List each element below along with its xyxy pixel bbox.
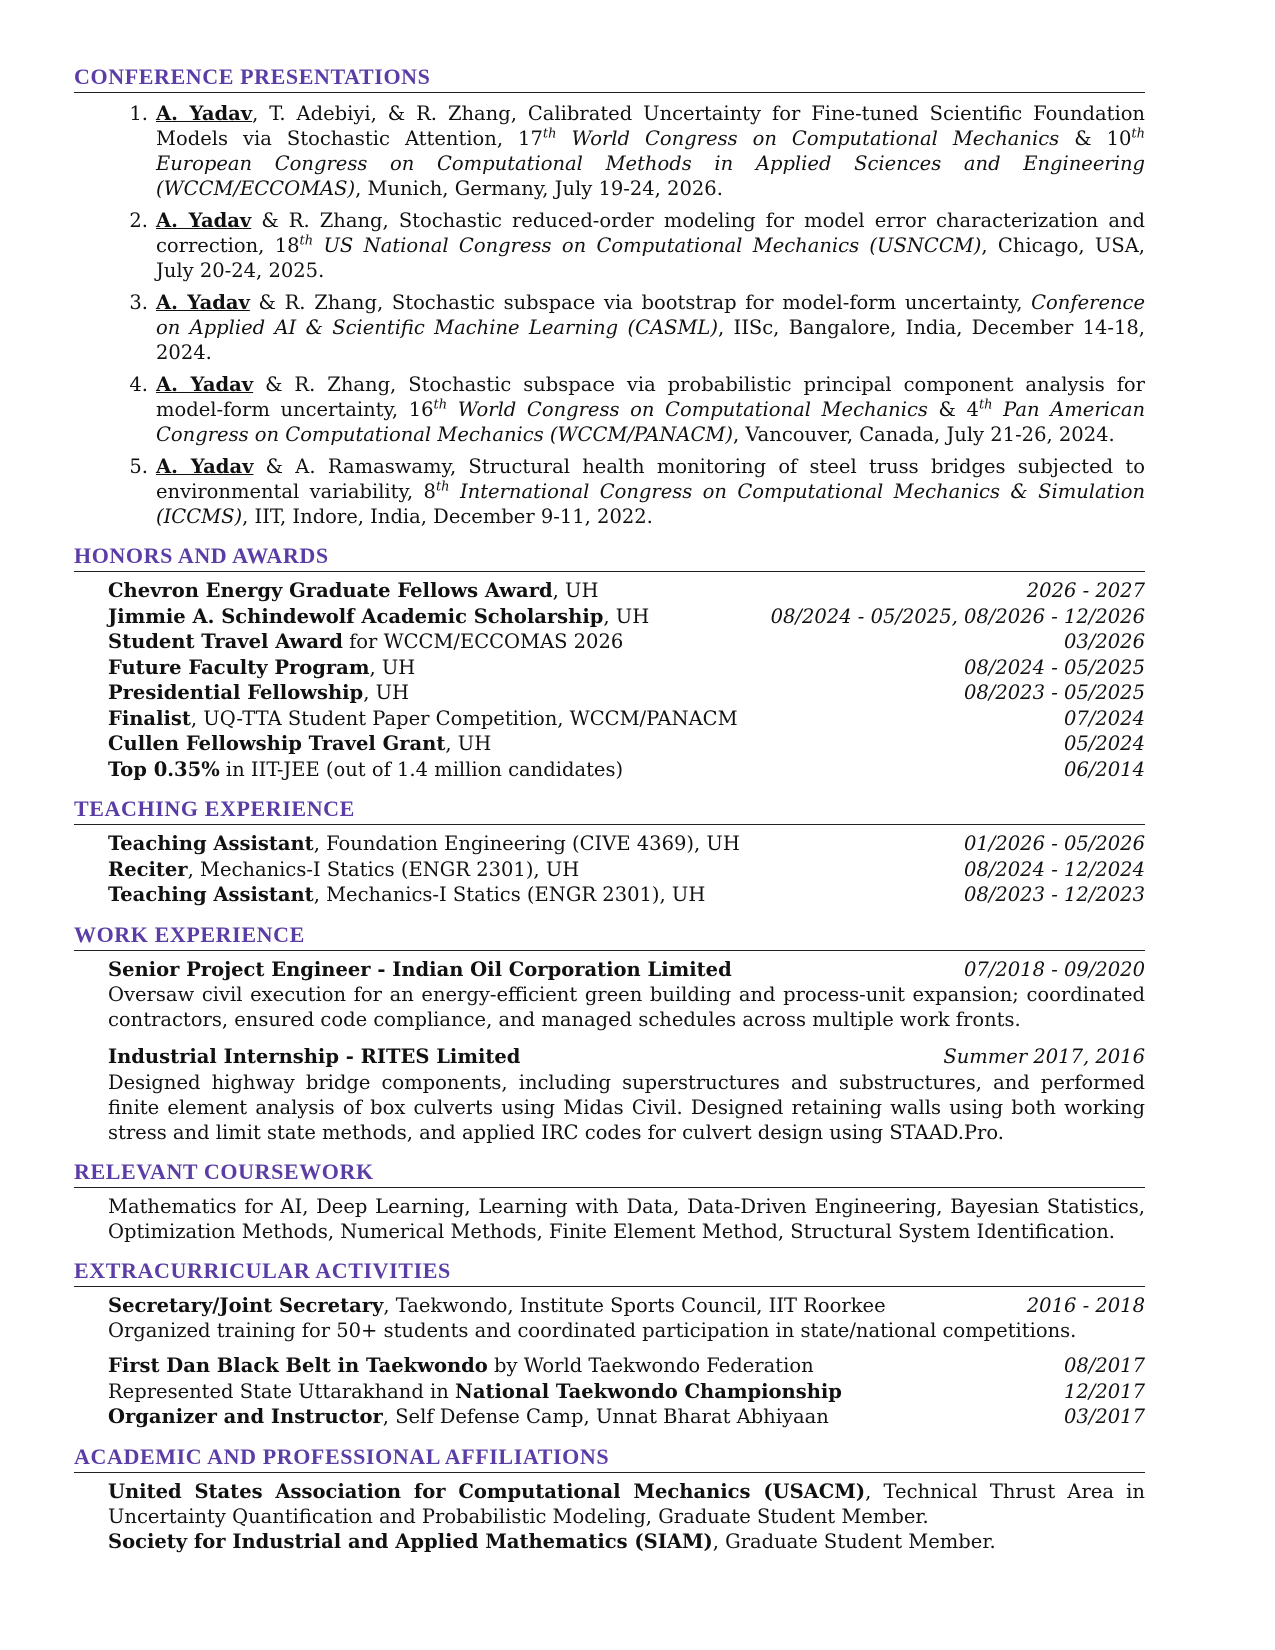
extracurricular-row: Represented State Uttarakhand in National Taekwondo Championship 12/2017: [108, 1379, 1145, 1403]
extracurricular-row: First Dan Black Belt in Taekwondo by World Taekwondo Federation 08/2017: [108, 1354, 1145, 1377]
section-title-coursework: RELEVANT COURSEWORK: [74, 1159, 1145, 1188]
conference-list: [74, 101, 1145, 529]
section-conferences: [74, 64, 1145, 529]
work-entry: [74, 957, 1145, 983]
extracurricular-description: Organized training for 50+ students and coordinated participation in state/national competitions.: [108, 1319, 1077, 1342]
work-date: Summer 2017, 2016: [943, 1045, 1145, 1068]
teaching-row: Reciter, Mechanics-I Statics (ENGR 2301), UH 08/2024 - 12/2024: [108, 857, 1145, 881]
work-description: Designed highway bridge components, including superstructures and substructures, and performed finite element analysis of box culverts using Midas Civil. Designed retaining walls using both working stress and limit state methods, and applied IRC codes for culvert design using STAAD.Pro.: [108, 1070, 1145, 1144]
honor-row: Future Faculty Program, UH 08/2024 - 05/2025: [108, 655, 1145, 679]
honor-row: Chevron Energy Graduate Fellows Award, UH 2026 - 2027: [108, 579, 1145, 602]
section-title-teaching: TEACHING EXPERIENCE: [74, 796, 1145, 825]
honor-row: Jimmie A. Schindewolf Academic Scholarship, UH 08/2024 - 05/2025, 08/2026 - 12/2026: [108, 604, 1145, 628]
conference-item: 3. A. Yadav & R. Zhang, Stochastic subspace via bootstrap for model-form uncertainty, Conference on Applied AI & Scientific Machine Learning (CASML), IISc, Bangalore, India, December 14-18, 2024.: [129, 291, 1145, 364]
honor-row: Top 0.35% in IIT-JEE (out of 1.4 million candidates) 06/2014: [108, 757, 1145, 781]
teaching-row: Teaching Assistant, Mechanics-I Statics (ENGR 2301), UH 08/2023 - 12/2023: [108, 883, 1145, 906]
extracurricular-row: Organizer and Instructor, Self Defense Camp, Unnat Bharat Abhiyaan 03/2017: [108, 1405, 1145, 1428]
section-extracurricular: [74, 1258, 1145, 1430]
honors-list: [74, 578, 1145, 782]
work-role: Senior Project Engineer - Indian Oil Corporation Limited: [108, 957, 732, 981]
work-description: Oversaw civil execution for an energy-efficient green building and process-unit expansion; coordinated contractors, ensured code compliance, and managed schedules across multiple work fronts.: [108, 983, 1145, 1031]
work-date: 07/2018 - 09/2020: [963, 957, 1145, 981]
section-honors: [74, 543, 1145, 782]
section-title-work: WORK EXPERIENCE: [74, 922, 1145, 951]
section-title-honors: HONORS AND AWARDS: [74, 543, 1145, 572]
section-teaching: [74, 796, 1145, 908]
section-title-conferences: CONFERENCE PRESENTATIONS: [74, 64, 1145, 93]
extracurricular-list: [74, 1353, 1145, 1430]
honor-row: Presidential Fellowship, UH 08/2023 - 05/2025: [108, 681, 1145, 704]
section-title-affiliations: ACADEMIC AND PROFESSIONAL AFFILIATIONS: [74, 1444, 1145, 1473]
affiliation-item: Society for Industrial and Applied Mathematics (SIAM), Graduate Student Member.: [108, 1529, 996, 1553]
conference-item: 1. A. Yadav, T. Adebiyi, & R. Zhang, Calibrated Uncertainty for Fine-tuned Scientific Foundation Models via Stochastic Attention, 17th World Congress on Computational Mechanics & 10th European Congress on Computational Methods in Applied Sciences and Engineering (WCCM/ECCOMAS), Munich, Germany, July 19-24, 2026.: [129, 102, 1145, 200]
conference-item: 4. A. Yadav & R. Zhang, Stochastic subspace via probabilistic principal component analysis for model-form uncertainty, 16th World Congress on Computational Mechanics & 4th Pan American Congress on Computational Mechanics (WCCM/PANACM), Vancouver, Canada, July 21-26, 2024.: [129, 373, 1146, 446]
honor-row: Student Travel Award for WCCM/ECCOMAS 2026 03/2026: [108, 630, 1145, 653]
work-entry: [74, 1044, 1145, 1070]
section-title-extracurricular: EXTRACURRICULAR ACTIVITIES: [74, 1258, 1145, 1287]
section-coursework: [74, 1159, 1145, 1244]
extracurricular-lead: Secretary/Joint Secretary, Taekwondo, Institute Sports Council, IIT Roorkee 2016 - 2018: [108, 1293, 1145, 1317]
honor-row: Finalist, UQ-TTA Student Paper Competition, WCCM/PANACM 07/2024: [108, 706, 1145, 730]
section-affiliations: [74, 1444, 1145, 1554]
teaching-list: [74, 831, 1145, 908]
honor-row: Cullen Fellowship Travel Grant, UH 05/2024: [108, 732, 1145, 755]
section-work: [74, 922, 1145, 1145]
coursework-text: Mathematics for AI, Deep Learning, Learning with Data, Data-Driven Engineering, Bayesian Statistics, Optimization Methods, Numerical Methods, Finite Element Method, Structural System Identification.: [108, 1194, 1145, 1243]
conference-item: 2. A. Yadav & R. Zhang, Stochastic reduced-order modeling for model error characterization and correction, 18th US National Congress on Computational Mechanics (USNCCM), Chicago, USA, July 20-24, 2025.: [129, 209, 1145, 282]
conference-item: 5. A. Yadav & A. Ramaswamy, Structural health monitoring of steel truss bridges subjected to environmental variability, 8th International Congress on Computational Mechanics & Simulation (ICCMS), IIT, Indore, India, December 9-11, 2022.: [129, 455, 1146, 528]
affiliation-item: United States Association for Computational Mechanics (USACM), Technical Thrust Area in Uncertainty Quantification and Probabilistic Modeling, Graduate Student Member.: [108, 1479, 1145, 1528]
teaching-row: Teaching Assistant, Foundation Engineering (CIVE 4369), UH 01/2026 - 05/2026: [108, 832, 1145, 855]
work-role: Industrial Internship - RITES Limited: [108, 1045, 521, 1068]
